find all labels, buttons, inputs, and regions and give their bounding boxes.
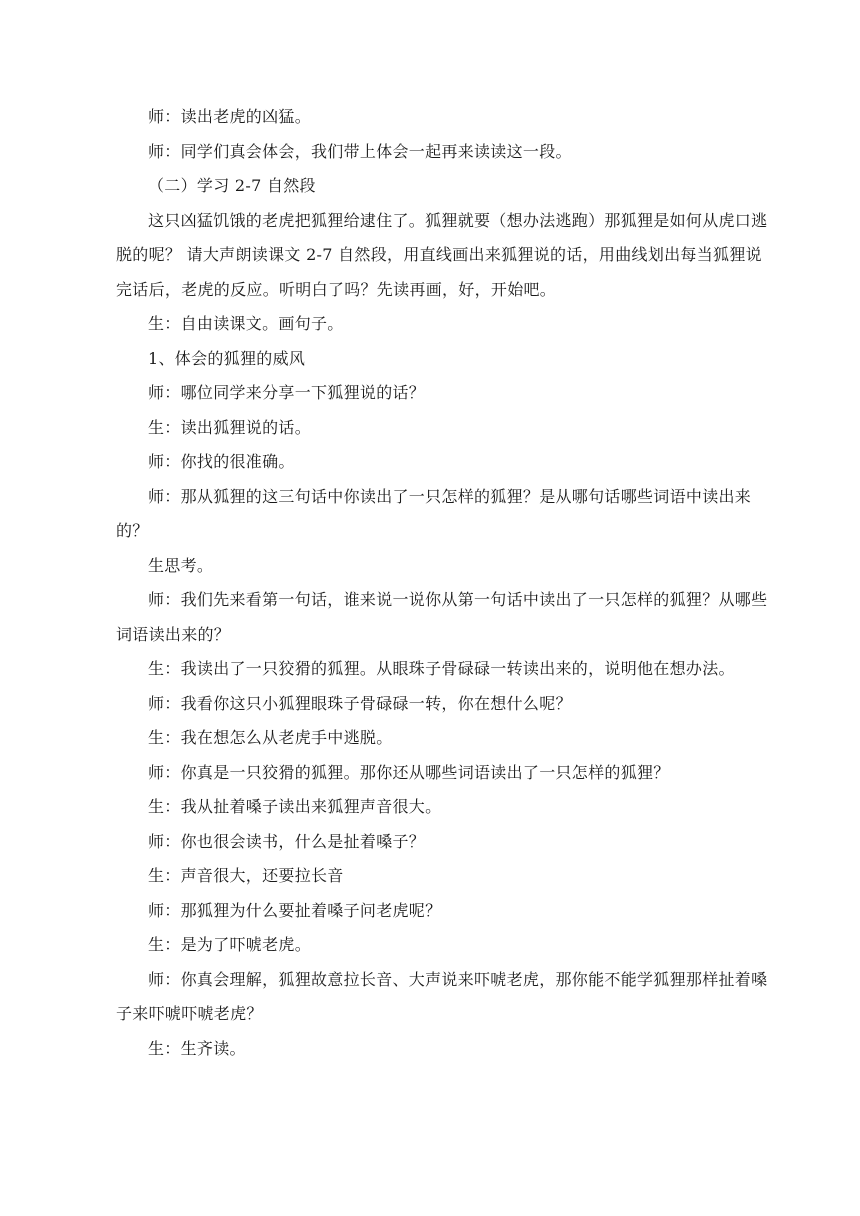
paragraph: 生：我在想怎么从老虎手中逃脱。 (148, 728, 393, 747)
paragraph: 师：哪位同学来分享一下狐狸说的话？ (148, 383, 426, 402)
paragraph: 生：我从扯着嗓子读出来狐狸声音很大。 (148, 797, 442, 816)
section-heading: （二）学习 2-7 自然段 (148, 176, 316, 195)
paragraph: 生：读出狐狸说的话。 (148, 417, 312, 437)
paragraph: 师：你真会理解，狐狸故意拉长音、大声说来吓唬老虎，那你能不能学狐狸那样扯着嗓子来吓唬吓唬老虎？ (116, 969, 768, 1023)
paragraph: 生：自由读课文。画句子。 (148, 314, 344, 333)
paragraph: 师：那从狐狸的这三句话中你读出了一只怎样的狐狸？是从哪句话哪些词语中读出来的？ (116, 486, 752, 540)
paragraph: 师：你也很会读书，什么是扯着嗓子？ (148, 831, 426, 851)
paragraph: 师：同学们真会体会，我们带上体会一起再来读读这一段。 (148, 141, 572, 161)
paragraph: 师：那狐狸为什么要扯着嗓子问老虎呢？ (148, 900, 442, 920)
paragraph: 师：我们先来看第一句话，谁来说一说你从第一句话中读出了一只怎样的狐狸？从哪些词语读出来的？ (116, 590, 768, 644)
paragraph: 生：我读出了一只狡猾的狐狸。从眼珠子骨碌碌一转读出来的，说明他在想办法。 (148, 659, 735, 678)
paragraph: 生：生齐读。 (148, 1038, 246, 1058)
paragraph: 生：是为了吓唬老虎。 (148, 935, 312, 954)
paragraph: 师：你找的很准确。 (148, 452, 295, 471)
paragraph: 生：声音很大，还要拉长音 (148, 866, 344, 885)
paragraph: 师：我看你这只小狐狸眼珠子骨碌碌一转，你在想什么呢？ (148, 693, 572, 713)
sub-heading: 1、体会的狐狸的威风 (148, 348, 306, 368)
paragraph: 生思考。 (148, 555, 214, 575)
paragraph: 这只凶猛饥饿的老虎把狐狸给逮住了。狐狸就要（想办法逃跑）那狐狸是如何从虎口逃脱的呢？ 请大声朗读课文 2-7 自然段，用直线画出来狐狸说的话，用曲线划出每当狐狸说完话后，老虎的反应。听明白了吗？先读再画，好，开始吧。 (116, 210, 768, 299)
paragraph: 师：读出老虎的凶猛。 (148, 107, 312, 126)
document-body (116, 100, 776, 1066)
paragraph: 师：你真是一只狡猾的狐狸。那你还从哪些词语读出了一只怎样的狐狸？ (148, 762, 670, 782)
